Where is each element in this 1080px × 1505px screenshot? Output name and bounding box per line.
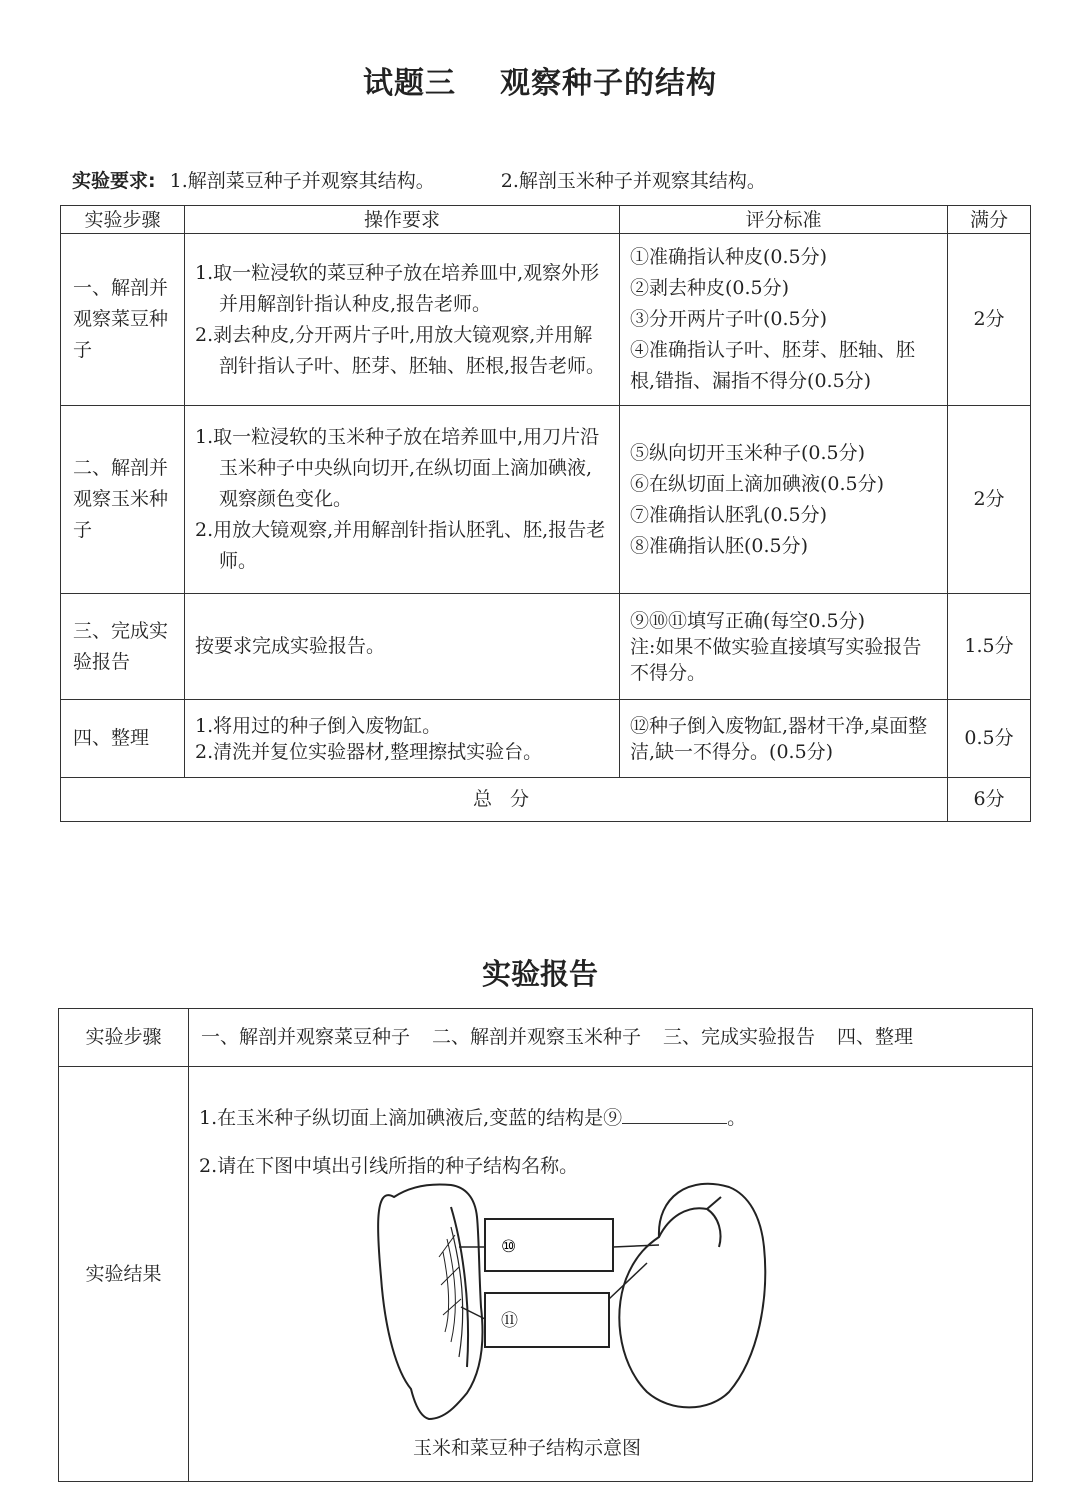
scoring-table	[60, 205, 1031, 822]
question-2: 2.请在下图中填出引线所指的种子结构名称。	[199, 1155, 579, 1177]
bean-seed-drawing	[619, 1184, 765, 1408]
row-criteria	[620, 594, 948, 700]
row-step: 四、整理	[61, 700, 185, 778]
total-row	[61, 778, 1031, 822]
criterion: ⑨⑩⑪填写正确(每空0.5分)	[630, 609, 866, 632]
row-score: 2分	[948, 406, 1031, 594]
report-steps	[189, 1009, 1033, 1067]
report-table	[58, 1008, 1033, 1482]
op-line: 2.剥去种皮,分开两片子叶,用放大镜观察,并用解剖针指认子叶、胚芽、胚轴、胚根,报告老师。	[195, 323, 606, 377]
header-criteria: 评分标准	[620, 206, 948, 234]
report-result-row	[59, 1067, 1033, 1482]
row-score: 1.5分	[948, 594, 1031, 700]
corn-seed-drawing	[378, 1185, 482, 1420]
requirement-2: 2.解剖玉米种子并观察其结构。	[500, 170, 766, 192]
total-label: 总 分	[61, 778, 948, 822]
total-score: 6分	[948, 778, 1031, 822]
table-row	[61, 700, 1031, 778]
table-header-row	[61, 206, 1031, 234]
criterion: ③分开两片子叶(0.5分)	[630, 308, 828, 330]
report-title: 实验报告	[481, 957, 598, 991]
report-step: 四、整理	[837, 1026, 914, 1048]
criterion: ⑧准确指认胚(0.5分)	[630, 534, 809, 557]
row-ops	[185, 406, 620, 594]
row-score: 0.5分	[948, 700, 1031, 778]
requirements	[72, 166, 766, 193]
header-score: 满分	[948, 206, 1031, 234]
report-step: 三、完成实验报告	[663, 1026, 816, 1048]
label-11: ⑪	[501, 1311, 518, 1331]
page-title: 试题三 观察种子的结构	[363, 66, 717, 101]
report-result-cell	[189, 1067, 1033, 1482]
report-step: 二、解剖并观察玉米种子	[432, 1026, 642, 1048]
report-steps-label: 实验步骤	[59, 1009, 189, 1067]
row-step: 一、解剖并观察菜豆种子	[61, 234, 185, 406]
op-line: 按要求完成实验报告。	[195, 635, 386, 657]
table-row	[61, 234, 1031, 406]
op-line: 2.用放大镜观察,并用解剖针指认胚乳、胚,报告老师。	[195, 519, 606, 572]
op-line: 1.取一粒浸软的菜豆种子放在培养皿中,观察外形并用解剖针指认种皮,报告老师。	[195, 261, 600, 315]
row-step: 三、完成实验报告	[61, 594, 185, 700]
row-ops	[185, 594, 620, 700]
criterion: 注:如果不做实验直接填写实验报告不得分。	[630, 635, 922, 684]
row-criteria	[620, 234, 948, 406]
seed-diagram	[189, 1067, 1033, 1481]
row-step: 二、解剖并观察玉米种子	[61, 406, 185, 594]
report-result-label: 实验结果	[59, 1067, 189, 1482]
header-ops: 操作要求	[185, 206, 620, 234]
criterion: ⑦准确指认胚乳(0.5分)	[630, 503, 828, 526]
criterion: ⑥在纵切面上滴加碘液(0.5分)	[630, 472, 885, 495]
row-ops	[185, 700, 620, 778]
row-criteria	[620, 406, 948, 594]
label-10: ⑩	[501, 1237, 517, 1257]
criterion: ⑫种子倒入废物缸,器材干净,桌面整洁,缺一不得分。(0.5分)	[630, 714, 928, 763]
requirement-1: 1.解剖菜豆种子并观察其结构。	[169, 170, 435, 192]
row-criteria	[620, 700, 948, 778]
criterion: ④准确指认子叶、胚芽、胚轴、胚根,错指、漏指不得分(0.5分)	[630, 339, 916, 392]
header-step: 实验步骤	[61, 206, 185, 234]
requirements-label: 实验要求:	[72, 170, 156, 192]
question-1: 1.在玉米种子纵切面上滴加碘液后,变蓝的结构是⑨ 。	[199, 1103, 746, 1134]
op-line: 2.清洗并复位实验器材,整理擦拭实验台。	[195, 740, 543, 763]
row-ops	[185, 234, 620, 406]
criterion: ①准确指认种皮(0.5分)	[630, 246, 828, 268]
criterion: ⑤纵向切开玉米种子(0.5分)	[630, 441, 866, 464]
leader-line-10	[613, 1245, 659, 1247]
row-score: 2分	[948, 234, 1031, 406]
op-line: 1.取一粒浸软的玉米种子放在培养皿中,用刀片沿玉米种子中央纵向切开,在纵切面上滴加碘液,观察颜色变化。	[195, 426, 600, 510]
op-line: 1.将用过的种子倒入废物缸。	[195, 714, 442, 737]
report-steps-row	[59, 1009, 1033, 1067]
table-row	[61, 406, 1031, 594]
report-step: 一、解剖并观察菜豆种子	[201, 1026, 411, 1048]
criterion: ②剥去种皮(0.5分)	[630, 277, 790, 299]
table-row	[61, 594, 1031, 700]
leader-line-11	[609, 1263, 647, 1299]
diagram-caption: 玉米和菜豆种子结构示意图	[413, 1437, 642, 1459]
